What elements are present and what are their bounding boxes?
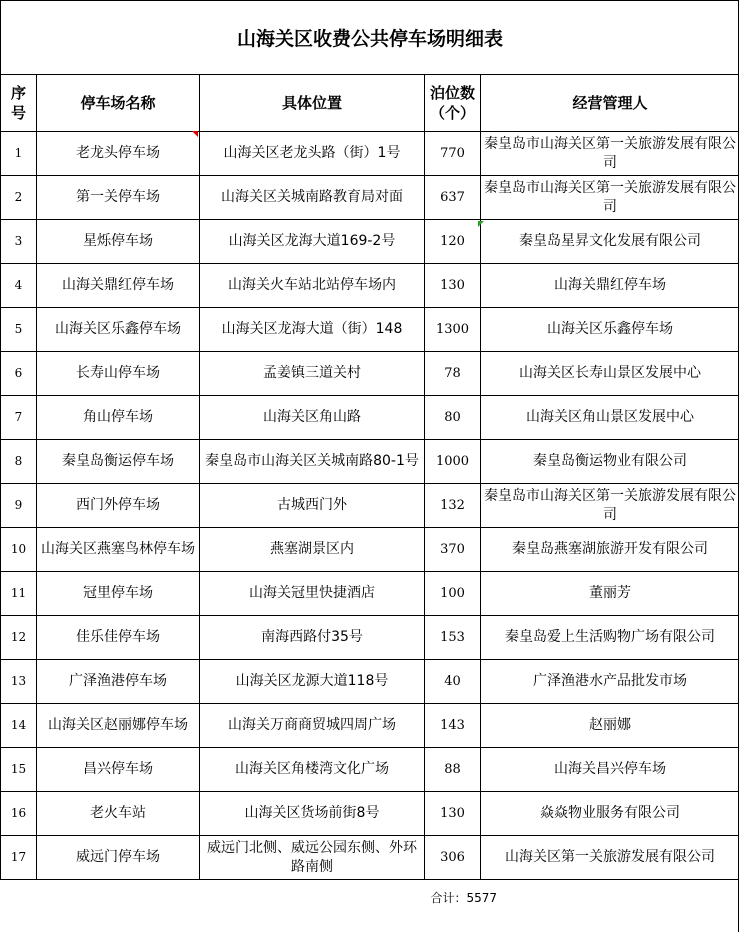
- cell-location: 山海关火车站北站停车场内: [200, 264, 425, 308]
- cell-manager: 秦皇岛爱上生活购物广场有限公司: [481, 616, 739, 660]
- cell-location: 山海关区龙源大道118号: [200, 660, 425, 704]
- cell-index: 8: [1, 440, 37, 484]
- cell-manager: 广泽渔港水产品批发市场: [481, 660, 739, 704]
- cell-name: 山海关区赵丽娜停车场: [37, 704, 200, 748]
- cell-manager: 山海关区长寿山景区发展中心: [481, 352, 739, 396]
- cell-name: 山海关鼎红停车场: [37, 264, 200, 308]
- cell-index: 10: [1, 528, 37, 572]
- table-row: [1, 528, 739, 572]
- cell-name: 星烁停车场: [37, 220, 200, 264]
- cell-index: 11: [1, 572, 37, 616]
- table-row: [1, 792, 739, 836]
- table-row: [1, 484, 739, 528]
- cell-manager: 董丽芳: [481, 572, 739, 616]
- cell-index: 9: [1, 484, 37, 528]
- cell-name: 佳乐佳停车场: [37, 616, 200, 660]
- cell-index: 17: [1, 836, 37, 880]
- cell-manager: 山海关鼎红停车场: [481, 264, 739, 308]
- cell-name: 角山停车场: [37, 396, 200, 440]
- table-row: [1, 572, 739, 616]
- cell-spaces: 1000: [425, 440, 481, 484]
- cell-manager: 山海关昌兴停车场: [481, 748, 739, 792]
- cell-spaces: 80: [425, 396, 481, 440]
- cell-index: 13: [1, 660, 37, 704]
- cell-location: 山海关区角山路: [200, 396, 425, 440]
- cell-spaces: 637: [425, 176, 481, 220]
- cell-spaces: 40: [425, 660, 481, 704]
- cell-manager: 秦皇岛市山海关区第一关旅游发展有限公司: [481, 176, 739, 220]
- total-cell: 合计：5577: [430, 890, 498, 905]
- cell-manager: 焱焱物业服务有限公司: [481, 792, 739, 836]
- cell-index: 6: [1, 352, 37, 396]
- header-spaces: 泊位数（个）: [425, 75, 481, 132]
- cell-spaces: 370: [425, 528, 481, 572]
- cell-index: 5: [1, 308, 37, 352]
- cell-spaces: 143: [425, 704, 481, 748]
- cell-location: 孟姜镇三道关村: [200, 352, 425, 396]
- cell-location: 古城西门外: [200, 484, 425, 528]
- cell-index: 3: [1, 220, 37, 264]
- cell-name: 老火车站: [37, 792, 200, 836]
- cell-spaces: 153: [425, 616, 481, 660]
- total-row: [1, 880, 739, 915]
- cell-spaces: 770: [425, 132, 481, 176]
- cell-location: 山海关区老龙头路（街）1号: [200, 132, 425, 176]
- cell-manager: 秦皇岛衡运物业有限公司: [481, 440, 739, 484]
- table-row: [1, 352, 739, 396]
- cell-manager: 秦皇岛市山海关区第一关旅游发展有限公司: [481, 132, 739, 176]
- table-row: [1, 748, 739, 792]
- table-row: [1, 308, 739, 352]
- table-row: [1, 264, 739, 308]
- table-row: [1, 836, 739, 880]
- cell-location: 山海关区龙海大道（街）148: [200, 308, 425, 352]
- cell-name: 广泽渔港停车场: [37, 660, 200, 704]
- cell-manager: 山海关区第一关旅游发展有限公司: [481, 836, 739, 880]
- cell-name: 长寿山停车场: [37, 352, 200, 396]
- cell-manager: 秦皇岛燕塞湖旅游开发有限公司: [481, 528, 739, 572]
- cell-location: 南海西路付35号: [200, 616, 425, 660]
- cell-location: 威远门北侧、威远公园东侧、外环路南侧: [200, 836, 425, 880]
- comment-marker: [192, 131, 198, 137]
- cell-spaces: 100: [425, 572, 481, 616]
- cell-name: 山海关区乐鑫停车场: [37, 308, 200, 352]
- cell-location: 山海关区货场前街8号: [200, 792, 425, 836]
- cell-spaces: 306: [425, 836, 481, 880]
- cell-spaces: 132: [425, 484, 481, 528]
- table-row: [1, 660, 739, 704]
- table-row: [1, 396, 739, 440]
- table-row: [1, 440, 739, 484]
- cell-manager: 赵丽娜: [481, 704, 739, 748]
- cell-index: 16: [1, 792, 37, 836]
- table-row: [1, 220, 739, 264]
- cell-name: 威远门停车场: [37, 836, 200, 880]
- cell-manager: 秦皇岛市山海关区第一关旅游发展有限公司: [481, 484, 739, 528]
- cell-manager: 秦皇岛星昇文化发展有限公司: [481, 220, 739, 264]
- cell-name: 山海关区燕塞鸟林停车场: [37, 528, 200, 572]
- cell-location: 山海关万商商贸城四周广场: [200, 704, 425, 748]
- cell-index: 12: [1, 616, 37, 660]
- cell-index: 2: [1, 176, 37, 220]
- cell-name: 秦皇岛衡运停车场: [37, 440, 200, 484]
- cell-name: 第一关停车场: [37, 176, 200, 220]
- cell-index: 14: [1, 704, 37, 748]
- cell-location: 山海关区关城南路教育局对面: [200, 176, 425, 220]
- header-location: 具体位置: [200, 75, 425, 132]
- cell-spaces: 1300: [425, 308, 481, 352]
- table-row: [1, 616, 739, 660]
- cell-spaces: 130: [425, 792, 481, 836]
- cell-spaces: 130: [425, 264, 481, 308]
- cell-name: 昌兴停车场: [37, 748, 200, 792]
- cell-index: 4: [1, 264, 37, 308]
- cell-location: 燕塞湖景区内: [200, 528, 425, 572]
- cell-manager: 山海关区乐鑫停车场: [481, 308, 739, 352]
- cell-index: 7: [1, 396, 37, 440]
- cell-index: 15: [1, 748, 37, 792]
- header-manager: 经营管理人: [481, 75, 739, 132]
- table-row: [1, 176, 739, 220]
- cell-index: 1: [1, 132, 37, 176]
- table-row: [1, 704, 739, 748]
- cell-location: 秦皇岛市山海关区关城南路80-1号: [200, 440, 425, 484]
- cell-location: 山海关冠里快捷酒店: [200, 572, 425, 616]
- header-index: 序号: [1, 75, 37, 132]
- cell-name: 老龙头停车场: [37, 132, 200, 176]
- cell-manager: 山海关区角山景区发展中心: [481, 396, 739, 440]
- cell-spaces: 120: [425, 220, 481, 264]
- table-row: [1, 132, 739, 176]
- cell-spaces: 88: [425, 748, 481, 792]
- cell-name: 西门外停车场: [37, 484, 200, 528]
- cell-name: 冠里停车场: [37, 572, 200, 616]
- empty-cell: [1, 880, 425, 915]
- table-title: 山海关区收费公共停车场明细表: [1, 1, 739, 75]
- header-name: 停车场名称: [37, 75, 200, 132]
- cell-spaces: 78: [425, 352, 481, 396]
- error-marker: [478, 221, 484, 227]
- cell-location: 山海关区龙海大道169-2号: [200, 220, 425, 264]
- cell-location: 山海关区角楼湾文化广场: [200, 748, 425, 792]
